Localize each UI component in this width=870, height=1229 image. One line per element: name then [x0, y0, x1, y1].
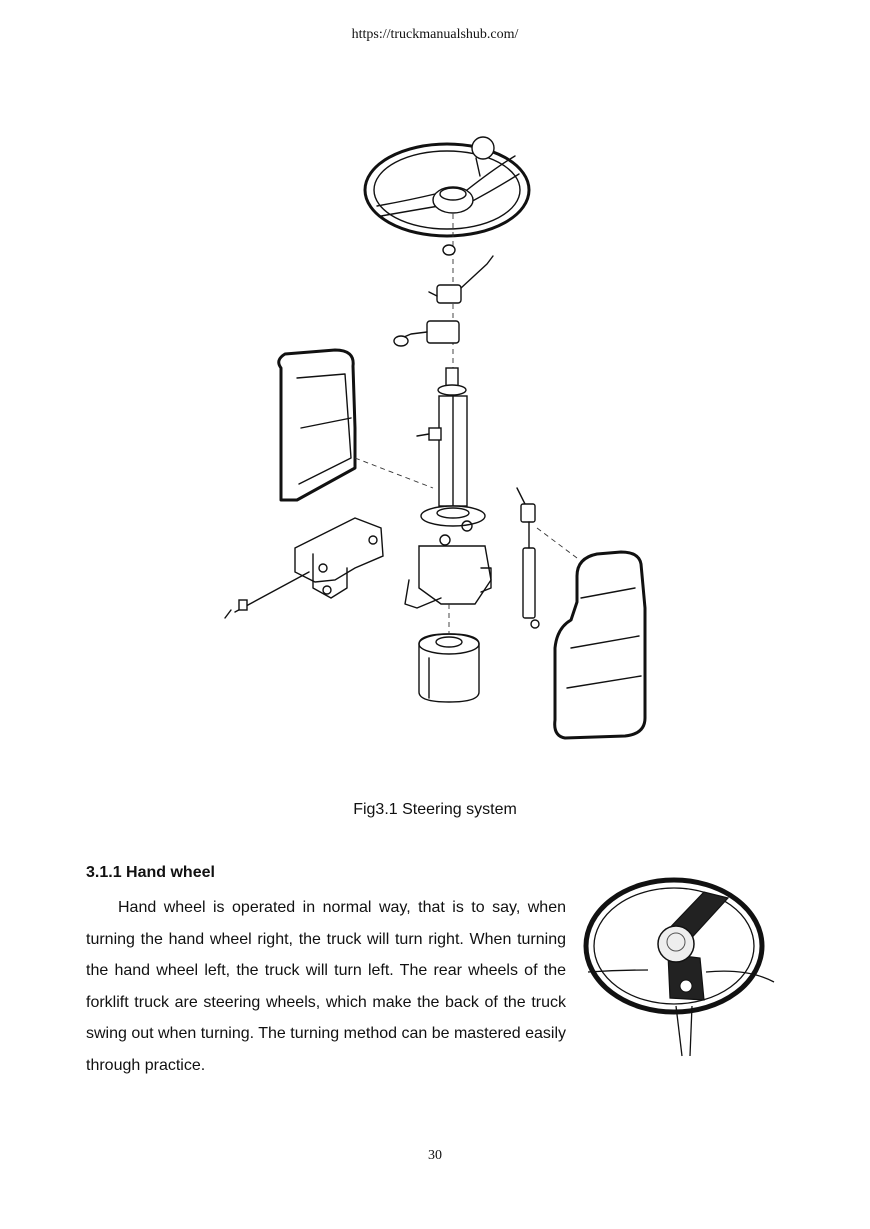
hand-wheel-figure: [578, 868, 778, 1063]
mounting-plate-part: [405, 521, 491, 608]
header-url: https://truckmanualshub.com/: [351, 27, 519, 42]
lever-switch-part: [394, 321, 459, 346]
steering-wheel-part: [365, 137, 529, 236]
gas-spring-part: [517, 488, 539, 628]
right-cover-part: [555, 552, 645, 738]
steering-column-part: [417, 368, 485, 526]
page-number: 30: [428, 1148, 442, 1163]
left-cover-part: [279, 350, 355, 500]
steering-system-figure: [205, 128, 660, 750]
section-paragraph: Hand wheel is operated in normal way, that is to say, when turning the hand wheel right, the truck will turn right. When turning the hand wheel left, the truck will turn left. The rear wheels of the forklift truck are steering wheels, which make the back of the truck swing out when turning. The turning method can be mastered easily through practice.: [86, 899, 566, 1074]
steering-unit-part: [419, 634, 479, 702]
combination-switch-part: [429, 256, 493, 303]
figure-caption: Fig3.1 Steering system: [353, 801, 517, 818]
bracket-part: [225, 518, 383, 618]
section-paragraph-container: [86, 892, 566, 1081]
nut-part: [443, 245, 455, 255]
section-heading: 3.1.1 Hand wheel: [86, 864, 215, 881]
